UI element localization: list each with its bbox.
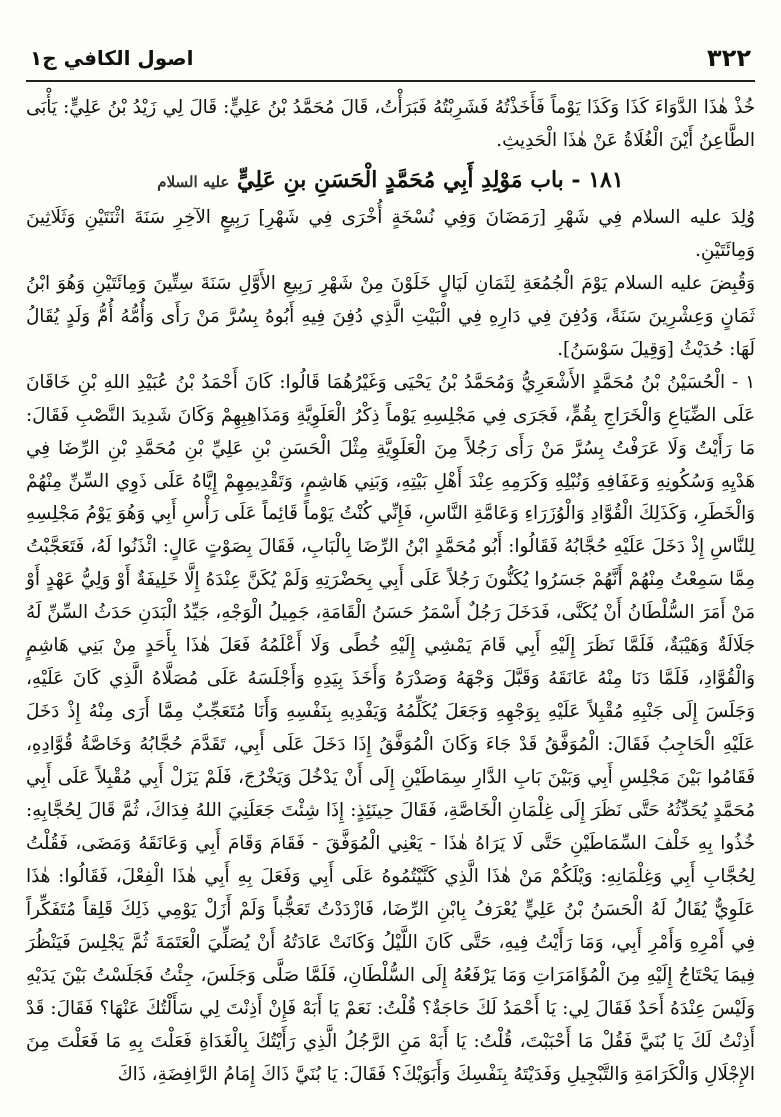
chapter-title: ١٨١ - باب مَوْلِدِ أَبِي مُحَمَّدٍ الْحَسَنِ بنِ عَلِيٍّ [237, 166, 624, 193]
body-text [26, 92, 755, 1093]
paragraph-death: وَقُبِضَ عليه السلام يَوْمَ الْجُمُعَةِ لِثَمَانِ لَيَالٍ خَلَوْنَ مِنْ شَهْرِ رَبِيعِ الأَوَّلِ سَنَةَ سِتِّينَ وَمِائَتَيْنِ وَهُوَ ابْنُ ثَمَانٍ وَعِشْرِينَ سَنَةً، وَدُفِنَ فِي دَارِهِ فِي الْبَيْتِ الَّذِي دُفِنَ فِيهِ أَبُوهُ بِسُرَّ مَنْ رَأَى وَأُمُّهُ أُمُّ وَلَدٍ يُقَالُ لَهَا: حُدَيْثُ [وَقِيلَ سَوْسَنُ]. [26, 272, 755, 360]
paragraph-birth: وُلِدَ عليه السلام فِي شَهْرِ [رَمَضَانَ وَفِي نُسْخَةٍ أُخْرَى فِي شَهْرِ] رَبِيعٍ الآخِرِ سَنَةَ اثْنَتَيْنِ وَثَلَاثِينَ وَمِائَتَيْنِ. [26, 206, 755, 261]
paragraph-intro: خُذْ هٰذَا الدَّوَاءَ كَذَا وَكَذَا يَوْماً فَأَخَذْتُهُ فَشَرِبْتُهُ فَبَرَأْتُ، قَالَ مُحَمَّدُ بْنُ عَلِيٍّ: قَالَ لِي زَيْدُ بْنُ عَلِيٍّ: يَأْبَى الطَّاعِنُ أَيْنَ الْغُلَاةُ عَنْ هٰذَا الْحَدِيثِ. [26, 97, 755, 151]
running-title: اصول الكافي ج١ [30, 46, 194, 70]
chapter-heading [26, 160, 755, 202]
page-number: ٣٢٢ [707, 44, 751, 72]
page-header [26, 40, 755, 82]
paragraph-hadith: ١ - الْحُسَيْنُ بْنُ مُحَمَّدٍ الأَشْعَرِيُّ وَمُحَمَّدُ بْنُ يَحْيَى وَغَيْرُهُمَا قَالُوا: كَانَ أَحْمَدُ بْنُ عُبَيْدِ اللهِ بْنِ خَاقَانَ عَلَى الضِّيَاعِ وَالْخَرَاجِ بِقُمٍّ، فَجَرَى فِي مَجْلِسِهِ يَوْماً ذِكْرُ الْعَلَوِيَّةِ وَمَذَاهِبِهِمْ وَكَانَ شَدِيدَ النَّصْبِ فَقَالَ: مَا رَأَيْتُ وَلَا عَرَفْتُ بِسُرَّ مَنْ رَأَى رَجُلاً مِنَ الْعَلَوِيَّةِ مِثْلَ الْحَسَنِ بْنِ عَلِيِّ بْنِ مُحَمَّدِ بْنِ الرِّضَا فِي هَدْيِهِ وَسُكُونِهِ وَعَفَافِهِ وَنُبْلِهِ وَكَرَمِهِ عِنْدَ أَهْلِ بَيْتِهِ، وَبَنِي هَاشِمٍ، وَتَقْدِيمِهِمْ إِيَّاهُ عَلَى ذَوِي السِّنِّ مِنْهُمْ وَالْخَطَرِ، وَكَذَلِكَ الْقُوَّادِ وَالْوُزَرَاءِ وَعَامَّةِ النَّاسِ، فَإِنِّي كُنْتُ يَوْماً قَائِماً عَلَى رَأْسِ أَبِي وَهُوَ يَوْمُ مَجْلِسِهِ لِلنَّاسِ إِذْ دَخَلَ عَلَيْهِ حُجَّابُهُ فَقَالُوا: أَبُو مُحَمَّدٍ ابْنُ الرِّضَا بِالْبَابِ، فَقَالَ بِصَوْتٍ عَالٍ: ائْذَنُوا لَهُ، فَتَعَجَّبْتُ مِمَّا سَمِعْتُ مِنْهُمْ أَنَّهُمْ جَسَرُوا يُكَنُّونَ رَجُلاً عَلَى أَبِي بِحَضْرَتِهِ وَلَمْ يُكَنَّ عِنْدَهُ إِلَّا خَلِيفَةٌ أَوْ وَلِيُّ عَهْدٍ أَوْ مَنْ أَمَرَ السُّلْطَانُ أَنْ يُكَنَّى، فَدَخَلَ رَجُلٌ أَسْمَرُ حَسَنُ الْقَامَةِ، جَمِيلُ الْوَجْهِ، جَيِّدُ الْبَدَنِ حَدَثُ السِّنِّ لَهُ جَلَالَةٌ وَهَيْبَةٌ، فَلَمَّا نَظَرَ إِلَيْهِ أَبِي قَامَ يَمْشِي إِلَيْهِ خُطًى وَلَا أَعْلَمُهُ فَعَلَ هٰذَا بِأَحَدٍ مِنْ بَنِي هَاشِمٍ وَالْقُوَّادِ، فَلَمَّا دَنَا مِنْهُ عَانَقَهُ وَقَبَّلَ وَجْهَهُ وَصَدْرَهُ وَأَخَذَ بِيَدِهِ وَأَجْلَسَهُ عَلَى مُصَلَّاهُ الَّذِي كَانَ عَلَيْهِ، وَجَلَسَ إِلَى جَنْبِهِ مُقْبِلاً عَلَيْهِ بِوَجْهِهِ وَجَعَلَ يُكَلِّمُهُ وَيَفْدِيهِ بِنَفْسِهِ وَأَنَا مُتَعَجِّبٌ مِمَّا أَرَى مِنْهُ إِذْ دَخَلَ عَلَيْهِ الْحَاجِبُ فَقَالَ: الْمُوَفَّقُ قَدْ جَاءَ وَكَانَ الْمُوَفَّقُ إِذَا دَخَلَ عَلَى أَبِي، تَقَدَّمَ حُجَّابُهُ وَخَاصَّةُ قُوَّادِهِ، فَقَامُوا بَيْنَ مَجْلِسِ أَبِي وَبَيْنَ بَابِ الدَّارِ سِمَاطَيْنِ إِلَى أَنْ يَدْخُلَ وَيَخْرُجَ، فَلَمْ يَزَلْ أَبِي مُقْبِلاً عَلَى أَبِي مُحَمَّدٍ يُحَدِّثُهُ حَتَّى نَظَرَ إِلَى غِلْمَانِ الْخَاصَّةِ، فَقَالَ حِينَئِذٍ: إِذَا شِئْتَ جَعَلَنِيَ اللهُ فِدَاكَ، ثُمَّ قَالَ لِحُجَّابِهِ: خُذُوا بِهِ خَلْفَ السِّمَاطَيْنِ حَتَّى لَا يَرَاهُ هٰذَا - يَعْنِي الْمُوَفَّقَ - فَقَامَ وَقَامَ أَبِي وَعَانَقَهُ وَمَضَى، فَقُلْتُ لِحُجَّابِ أَبِي وَغِلْمَانِهِ: وَيْلَكُمْ مَنْ هٰذَا الَّذِي كَنَّيْتُمُوهُ عَلَى أَبِي وَفَعَلَ بِهِ أَبِي هٰذَا الْفِعْلَ، فَقَالُوا: هٰذَا عَلَوِيٌّ يُقَالُ لَهُ الْحَسَنُ بْنُ عَلِيٍّ يُعْرَفُ بِابْنِ الرِّضَا، فَازْدَدْتُ تَعَجُّباً وَلَمْ أَزَلْ يَوْمِي ذَلِكَ قَلِقاً مُتَفَكِّراً فِي أَمْرِهِ وَأَمْرِ أَبِي، وَمَا رَأَيْتُ فِيهِ، حَتَّى كَانَ اللَّيْلُ وَكَانَتْ عَادَتُهُ أَنْ يُصَلِّيَ الْعَتَمَةَ ثُمَّ يَجْلِسَ فَيَنْظُرَ فِيمَا يَحْتَاجُ إِلَيْهِ مِنَ الْمُؤَامَرَاتِ وَمَا يَرْفَعُهُ إِلَى السُّلْطَانِ، فَلَمَّا صَلَّى وَجَلَسَ، جِئْتُ فَجَلَسْتُ بَيْنَ يَدَيْهِ وَلَيْسَ عِنْدَهُ أَحَدٌ فَقَالَ لِي: يَا أَحْمَدُ لَكَ حَاجَةٌ؟ قُلْتُ: نَعَمْ يَا أَبَهْ فَإِنْ أَذِنْتَ لِي سَأَلْتُكَ عَنْهَا؟ فَقَالَ: قَدْ أَذِنْتُ لَكَ يَا بُنَيَّ فَقُلْ مَا أَحْبَبْتَ، قُلْتُ: يَا أَبَهْ مَنِ الرَّجُلُ الَّذِي رَأَيْتُكَ بِالْغَدَاةِ فَعَلْتَ بِهِ مَا فَعَلْتَ مِنَ الإِجْلَالِ وَالْكَرَامَةِ وَالتَّبْجِيلِ وَفَدَيْتَهُ بِنَفْسِكَ وَأَبَوَيْكَ؟ فَقَالَ: يَا بُنَيَّ ذَاكَ إِمَامُ الرَّافِضَةِ، ذَاكَ [26, 371, 755, 1085]
honorific-glyph: عليه السلام [157, 172, 230, 191]
